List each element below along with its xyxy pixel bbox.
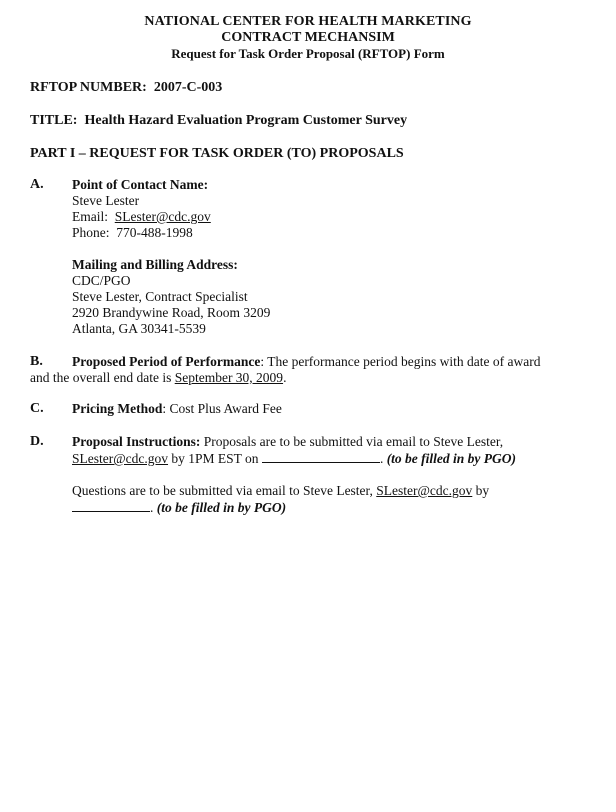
header-line-1: NATIONAL CENTER FOR HEALTH MARKETING [144, 14, 472, 29]
period-text-2: and the overall end date is [30, 370, 175, 385]
address-line-2: Steve Lester, Contract Specialist [72, 289, 248, 304]
address-line-1: CDC/PGO [72, 273, 131, 288]
section-d-letter: D. [30, 434, 44, 449]
section-c-letter: C. [30, 401, 44, 416]
proposal-text-1: Proposals are to be submitted via email to Steve Lester, [200, 434, 504, 449]
section-c-content [72, 401, 592, 417]
address-line-4: Atlanta, GA 30341-5539 [72, 321, 206, 336]
rftop-number-line [30, 80, 222, 96]
phone-value: 770-488-1998 [116, 225, 193, 240]
period-text-1: : The performance period begins with date of award [260, 354, 541, 369]
contact-heading: Point of Contact Name: [72, 177, 209, 192]
pricing-text: : Cost Plus Award Fee [162, 401, 282, 416]
proposal-email-link[interactable]: SLester@cdc.gov [72, 451, 169, 466]
section-a-letter: A. [30, 177, 44, 192]
header-line-2: CONTRACT MECHANSIM [221, 30, 395, 45]
email-label: Email: [72, 209, 108, 224]
pricing-heading: Pricing Method [72, 401, 163, 416]
questions-email-link[interactable]: SLester@cdc.gov [376, 483, 473, 498]
proposal-date-blank[interactable] [262, 450, 380, 463]
contact-email-row [72, 209, 592, 225]
proposal-heading: Proposal Instructions: [72, 434, 201, 449]
questions-date-blank[interactable] [72, 499, 150, 512]
rftop-number-label: RFTOP NUMBER: [30, 80, 147, 95]
period-text-3: . [283, 370, 287, 385]
proposal-text-2: by 1PM EST on [168, 451, 262, 466]
contact-email-link[interactable]: SLester@cdc.gov [114, 209, 211, 224]
title-line [30, 113, 407, 129]
spacer [72, 241, 592, 257]
section-b-content [30, 354, 592, 386]
rftop-number-value: 2007-C-003 [153, 80, 223, 95]
title-label: TITLE: [30, 113, 78, 128]
period-heading: Proposed Period of Performance [72, 354, 261, 369]
header-line-3: Request for Task Order Proposal (RFTOP) Form [171, 46, 445, 61]
questions-text-2: by [472, 483, 490, 498]
title-value: Health Hazard Evaluation Program Customer Survey [84, 113, 408, 128]
section-b-letter: B. [30, 354, 43, 369]
period-end-date: September 30, 2009 [174, 370, 284, 385]
proposal-fill-note: (to be filled in by PGO) [386, 451, 517, 466]
section-d-content [72, 434, 592, 516]
spacer [72, 467, 592, 483]
mailing-heading: Mailing and Billing Address: [72, 257, 238, 272]
phone-label: Phone: [72, 225, 110, 240]
contact-name: Steve Lester [72, 193, 140, 208]
questions-fill-note: (to be filled in by PGO) [156, 500, 287, 515]
proposal-text-3: . [379, 451, 387, 466]
questions-text-3: . [150, 500, 157, 515]
contact-phone-row [72, 225, 592, 241]
document-header [0, 14, 616, 62]
questions-text-1: Questions are to be submitted via email to Steve Lester, [72, 483, 377, 498]
part1-heading: PART I – REQUEST FOR TASK ORDER (TO) PROPOSALS [30, 146, 404, 161]
address-line-3: 2920 Brandywine Road, Room 3209 [72, 305, 271, 320]
section-a-content [72, 177, 592, 337]
